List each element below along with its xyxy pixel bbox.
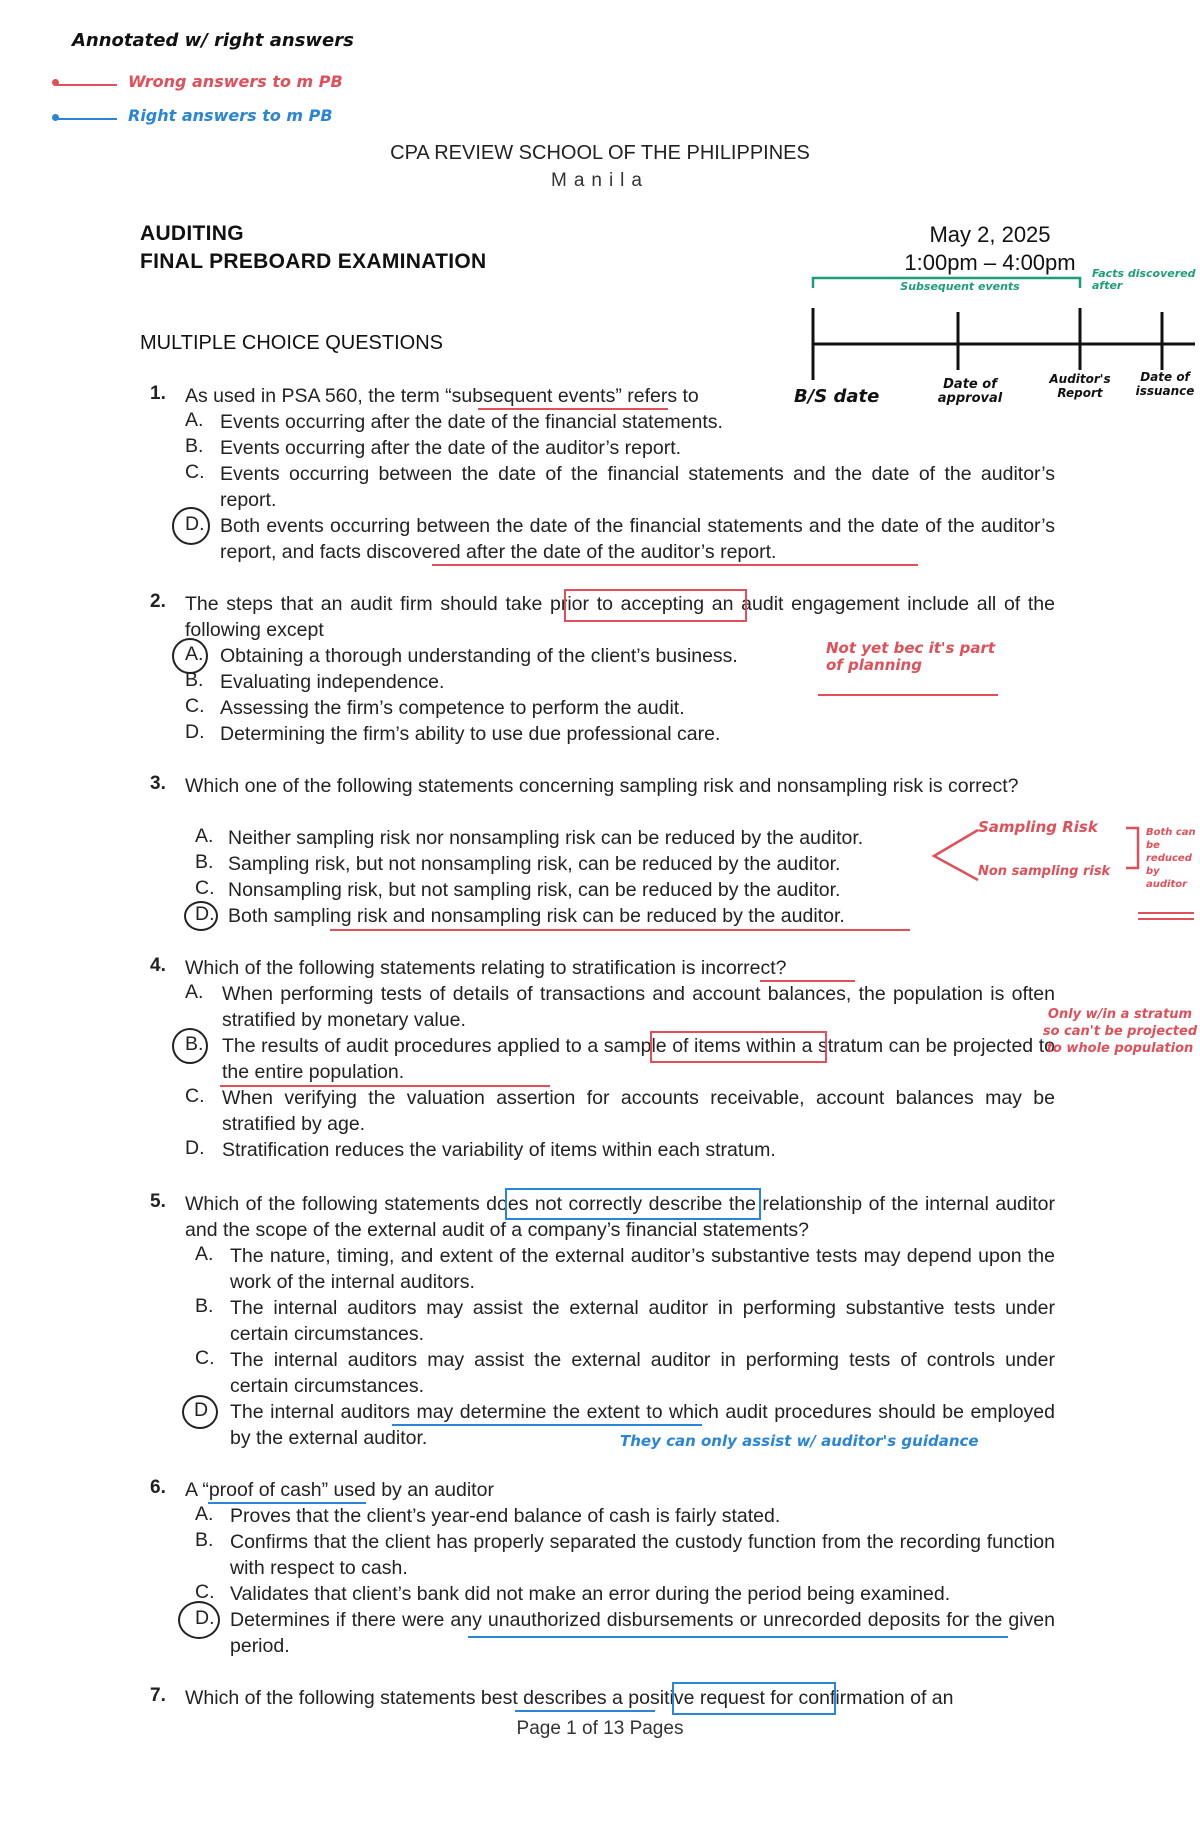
q4-option-b-letter: B. xyxy=(185,1033,204,1055)
q1-wrong-answer-circle xyxy=(172,507,210,545)
q3-option-a: Neither sampling risk nor nonsampling risk can be reduced by the auditor. xyxy=(228,827,864,849)
q3-option-a-letter: A. xyxy=(195,825,214,847)
question-4-number: 4. xyxy=(150,955,166,976)
exam-date: May 2, 2025 xyxy=(929,222,1051,247)
q5-option-a: The nature, timing, and extent of the external auditor’s substantive tests may depend upon the work of the internal auditors. xyxy=(230,1245,1055,1293)
q5-option-b-letter: B. xyxy=(195,1295,214,1317)
q2-option-c: Assessing the firm’s competence to perform the audit. xyxy=(220,697,685,719)
timeline-point-report: Auditor's Report xyxy=(1049,372,1111,400)
q4-wrong-answer-circle xyxy=(172,1028,208,1064)
q3-option-c: Nonsampling risk, but not sampling risk, can be reduced by the auditor. xyxy=(228,879,841,901)
q5-option-d: The internal auditors may determine the extent to which audit procedures should be employed by the external auditor. xyxy=(230,1401,1055,1449)
timeline-top-label: Subsequent events xyxy=(900,280,1020,293)
q3-underline-both xyxy=(330,929,910,931)
q3-note-both: Both can be reduced by auditor xyxy=(1146,827,1196,890)
q3-note-sampling: Sampling Risk xyxy=(978,818,1098,836)
q5-option-a-letter: A. xyxy=(195,1243,214,1265)
q5-right-answer-circle xyxy=(182,1395,218,1429)
q3-note-nonsampling: Non sampling risk xyxy=(978,864,1111,879)
school-city: Manila xyxy=(551,170,649,191)
q5-handwritten-note: They can only assist w/ auditor's guidance xyxy=(620,1432,979,1450)
q2-option-b-letter: B. xyxy=(185,669,204,691)
q3-wrong-answer-circle xyxy=(184,901,218,931)
question-6-text: A “proof of cash” used by an auditor xyxy=(185,1479,494,1501)
section-title: MULTIPLE CHOICE QUESTIONS xyxy=(140,332,444,354)
q6-option-b-letter: B. xyxy=(195,1529,214,1551)
question-3-text: Which one of the following statements concerning sampling risk and nonsampling risk is correct? xyxy=(185,775,1019,797)
q1-underline-facts xyxy=(432,564,918,566)
q1-option-c-letter: C. xyxy=(185,461,205,483)
legend-blue-arrow xyxy=(55,118,117,120)
annotation-title: Annotated w/ right answers xyxy=(72,30,354,51)
q5-box-does-not-correctly-describe xyxy=(505,1188,761,1220)
q3-option-b-letter: B. xyxy=(195,851,214,873)
q2-box-prior-to-accepting xyxy=(564,589,747,622)
question-5-text: Which of the following statements does not correctly describe the relationship of the internal auditor and the scope of the external audit of a company’s financial statements? xyxy=(185,1193,1055,1241)
question-2-text: The steps that an audit firm should take prior to accepting an audit engagement include all of the following except xyxy=(185,593,1055,641)
q4-option-c-letter: C. xyxy=(185,1085,205,1107)
q6-underline-unauthorized xyxy=(468,1636,1008,1638)
q1-option-d-letter: D. xyxy=(185,513,205,535)
school-name: CPA REVIEW SCHOOL OF THE PHILIPPINES xyxy=(390,142,810,164)
q3-option-d-letter: D. xyxy=(195,903,215,925)
q6-option-a-letter: A. xyxy=(195,1503,214,1525)
timeline-point-approval: Date of approval xyxy=(937,377,1003,406)
q7-underline-best-describes xyxy=(515,1710,655,1712)
question-7-text: Which of the following statements best describes a positive request for confirmation of an xyxy=(185,1687,954,1709)
q4-box-sample-of-items xyxy=(650,1031,827,1063)
q2-option-d-letter: D. xyxy=(185,721,205,743)
q2-note-underline xyxy=(818,694,998,696)
q4-handwritten-note: Only w/in a stratum so can't be projected to whole population xyxy=(1042,1007,1198,1056)
question-1-text: As used in PSA 560, the term “subsequent events” refers to xyxy=(185,385,699,407)
q6-option-c-letter: C. xyxy=(195,1581,215,1603)
q3-option-b: Sampling risk, but not nonsampling risk, can be reduced by the auditor. xyxy=(228,853,841,875)
q4-option-d-letter: D. xyxy=(185,1137,205,1159)
q2-option-a: Obtaining a thorough understanding of the client’s business. xyxy=(220,645,738,667)
q4-option-d: Stratification reduces the variability of items within each stratum. xyxy=(222,1139,776,1161)
q2-handwritten-note: Not yet bec it's part of planning xyxy=(826,639,996,674)
q3-note-arrow xyxy=(930,826,980,884)
q4-option-c: When verifying the valuation assertion for accounts receivable, account balances may be stratified by age. xyxy=(222,1087,1055,1135)
subject-title: AUDITING xyxy=(140,222,244,245)
legend-red-dot xyxy=(52,79,59,86)
q2-option-c-letter: C. xyxy=(185,695,205,717)
q2-option-b: Evaluating independence. xyxy=(220,671,445,693)
question-1-number: 1. xyxy=(150,383,166,404)
q4-option-a: When performing tests of details of transactions and account balances, the population is often stratified by monetary value. xyxy=(222,983,1055,1031)
q3-option-d: Both sampling risk and nonsampling risk can be reduced by the auditor. xyxy=(228,905,845,927)
q1-option-b-letter: B. xyxy=(185,435,204,457)
question-5-number: 5. xyxy=(150,1191,166,1212)
q1-option-a: Events occurring after the date of the financial statements. xyxy=(220,411,723,433)
legend-right-text: Right answers to m PB xyxy=(128,106,333,125)
q5-option-b: The internal auditors may assist the external auditor in performing substantive tests under certain circumstances. xyxy=(230,1297,1055,1345)
legend-wrong-text: Wrong answers to m PB xyxy=(128,72,343,91)
q5-option-c: The internal auditors may assist the external auditor in performing tests of controls under certain circumstances. xyxy=(230,1349,1055,1397)
legend-red-arrow xyxy=(55,84,117,86)
q6-option-d-letter: D. xyxy=(195,1607,215,1629)
question-6-number: 6. xyxy=(150,1477,166,1498)
exam-title: FINAL PREBOARD EXAMINATION xyxy=(140,250,487,273)
exam-time: 1:00pm – 4:00pm xyxy=(904,250,1076,275)
q6-option-b: Confirms that the client has properly separated the custody function from the recording function with respect to cash. xyxy=(230,1531,1055,1579)
q7-box-positive-request xyxy=(672,1682,836,1715)
q3-option-c-letter: C. xyxy=(195,877,215,899)
question-2-number: 2. xyxy=(150,591,166,612)
q1-option-c: Events occurring between the date of the financial statements and the date of the auditor’s report. xyxy=(220,463,1055,511)
q3-note-underline-1 xyxy=(1138,912,1194,914)
q1-option-a-letter: A. xyxy=(185,409,204,431)
q6-option-d: Determines if there were any unauthorized disbursements or unrecorded deposits for the given period. xyxy=(230,1609,1055,1657)
timeline-side-label: Facts discovered after xyxy=(1092,267,1196,292)
q3-note-bracket xyxy=(1124,826,1144,870)
legend-blue-dot xyxy=(52,114,59,121)
q1-option-d: Both events occurring between the date of the financial statements and the date of the auditor’s report, and facts discovered after the date of the auditor’s report. xyxy=(220,515,1055,563)
timeline-point-bs: B/S date xyxy=(794,386,880,407)
q2-option-d: Determining the firm’s ability to use due professional care. xyxy=(220,723,721,745)
q1-option-b: Events occurring after the date of the auditor’s report. xyxy=(220,437,682,459)
question-4-text: Which of the following statements relating to stratification is incorrect? xyxy=(185,957,787,979)
timeline-point-issuance: Date of issuance xyxy=(1135,370,1195,398)
q6-right-answer-circle xyxy=(178,1601,220,1639)
q3-note-underline-2 xyxy=(1138,918,1194,920)
q6-option-a: Proves that the client’s year-end balance of cash is fairly stated. xyxy=(230,1505,781,1527)
question-3-number: 3. xyxy=(150,773,166,794)
q5-option-d-letter: D xyxy=(194,1399,209,1421)
q6-option-c: Validates that client’s bank did not make an error during the period being examined. xyxy=(230,1583,951,1605)
question-7-number: 7. xyxy=(150,1685,166,1706)
page-footer: Page 1 of 13 Pages xyxy=(516,1718,684,1739)
q5-underline-determine-extent xyxy=(392,1424,702,1426)
q4-option-a-letter: A. xyxy=(185,981,204,1003)
q5-option-c-letter: C. xyxy=(195,1347,215,1369)
q4-option-b: The results of audit procedures applied to a sample of items within a stratum can be projected to the entire population. xyxy=(222,1035,1055,1083)
q2-option-a-letter: A. xyxy=(185,643,204,665)
